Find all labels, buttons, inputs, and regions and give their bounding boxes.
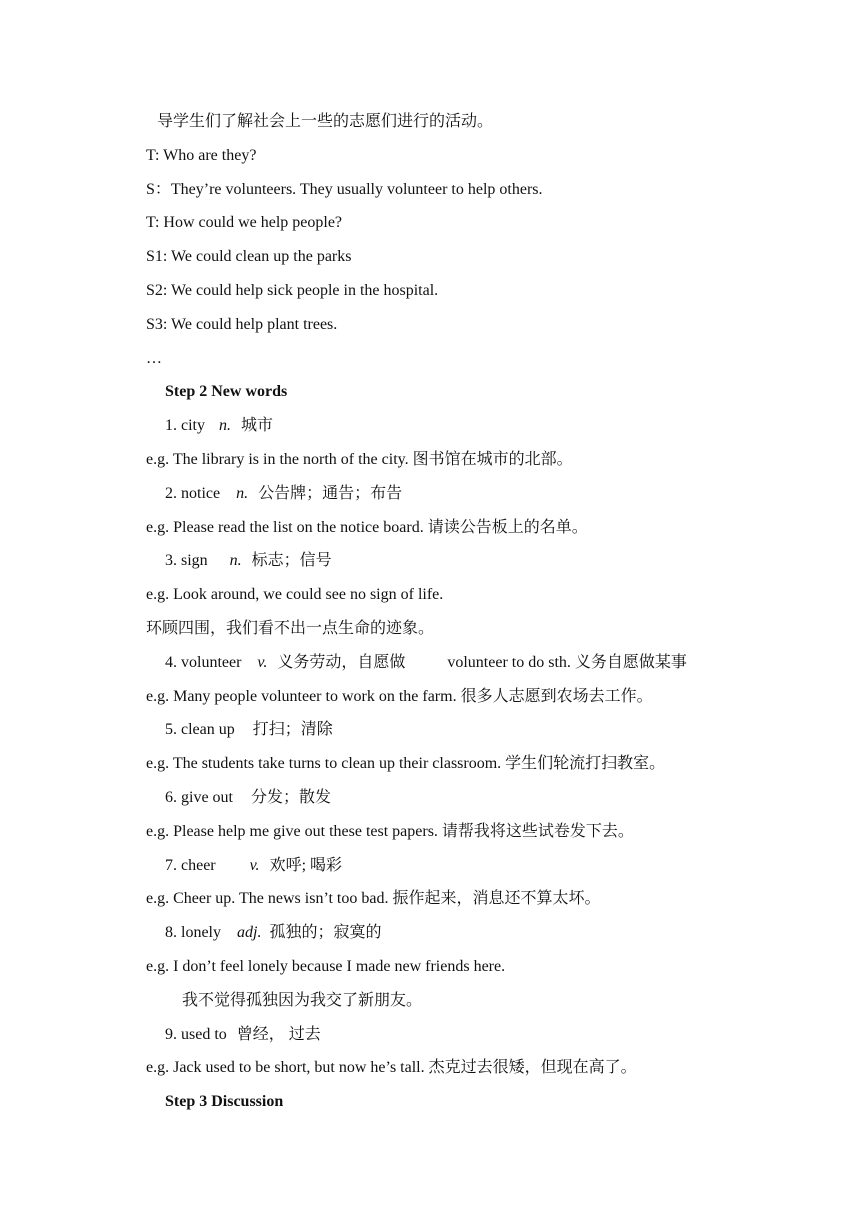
word-term: 8. lonely <box>165 924 221 941</box>
word-pos: n. <box>229 552 242 569</box>
word-example: e.g. Please read the list on the notice board. 请读公告板上的名单。 <box>146 519 588 536</box>
word-term: 6. give out <box>165 789 233 806</box>
word-meaning: 公告牌；通告；布告 <box>258 485 403 502</box>
word-entry <box>165 788 331 808</box>
word-example-translation: 环顾四围，我们看不出一点生命的迹象。 <box>146 620 435 637</box>
word-term: 4. volunteer <box>165 654 242 671</box>
word-term: 2. notice <box>165 485 221 502</box>
word-pos: v. <box>257 654 268 671</box>
word-meaning: 欢呼; 喝彩 <box>269 857 343 874</box>
dialogue-line: T: Who are they? <box>146 147 257 164</box>
word-pos: n. <box>219 417 231 434</box>
word-entry <box>165 923 381 943</box>
word-meaning: 孤独的；寂寞的 <box>269 924 382 941</box>
dialogue-ellipsis: … <box>146 350 162 367</box>
word-entry <box>165 551 332 571</box>
word-example: e.g. Cheer up. The news isn’t too bad. 振作起来，消息还不算太坏。 <box>146 890 601 907</box>
dialogue-line: T: How could we help people? <box>146 214 343 231</box>
word-example: e.g. Jack used to be short, but now he’s tall. 杰克过去很矮，但现在高了。 <box>146 1059 637 1076</box>
step2-heading: Step 2 New words <box>165 383 288 400</box>
word-term: 9. used to <box>165 1026 227 1043</box>
word-example: e.g. Look around, we could see no sign of life. <box>146 586 444 603</box>
dialogue-line: S2: We could help sick people in the hospital. <box>146 282 439 299</box>
dialogue-line: S3: We could help plant trees. <box>146 316 338 333</box>
word-term: 1. city <box>165 417 205 434</box>
word-example: e.g. The library is in the north of the city. 图书馆在城市的北部。 <box>146 451 573 468</box>
word-meaning: 标志；信号 <box>251 552 332 569</box>
word-entry <box>165 720 333 740</box>
word-pos: n. <box>236 485 249 502</box>
word-term: 5. clean up <box>165 721 235 738</box>
word-entry <box>165 484 402 504</box>
word-example: e.g. Many people volunteer to work on the farm. 很多人志愿到农场去工作。 <box>146 688 653 705</box>
dialogue-line: S1: We could clean up the parks <box>146 248 352 265</box>
word-phrase: volunteer to do sth. 义务自愿做某事 <box>447 654 687 671</box>
word-example-translation: 我不觉得孤独因为我交了新朋友。 <box>182 992 423 1009</box>
word-example: e.g. Please help me give out these test papers. 请帮我将这些试卷发下去。 <box>146 823 634 840</box>
word-example: e.g. I don’t feel lonely because I made new friends here. <box>146 958 506 975</box>
word-pos: adj. <box>237 924 262 941</box>
word-entry <box>165 1025 321 1045</box>
word-entry <box>165 653 687 673</box>
word-term: 7. cheer <box>165 857 216 874</box>
intro-text: 导学生们了解社会上一些的志愿们进行的活动。 <box>157 113 494 130</box>
dialogue-line: S：They’re volunteers. They usually volunteer to help others. <box>146 181 543 198</box>
word-meaning: 分发；散发 <box>251 789 332 806</box>
word-meaning: 曾经， 过去 <box>236 1026 321 1043</box>
word-entry <box>165 856 342 876</box>
step3-heading: Step 3 Discussion <box>165 1093 284 1110</box>
word-entry <box>165 416 273 436</box>
word-meaning: 打扫；清除 <box>252 721 333 738</box>
word-term: 3. sign <box>165 552 208 569</box>
word-meaning: 义务劳动，自愿做 <box>277 654 406 671</box>
word-pos: v. <box>249 857 260 874</box>
word-example: e.g. The students take turns to clean up their classroom. 学生们轮流打扫教室。 <box>146 755 666 772</box>
word-meaning: 城市 <box>241 417 274 434</box>
